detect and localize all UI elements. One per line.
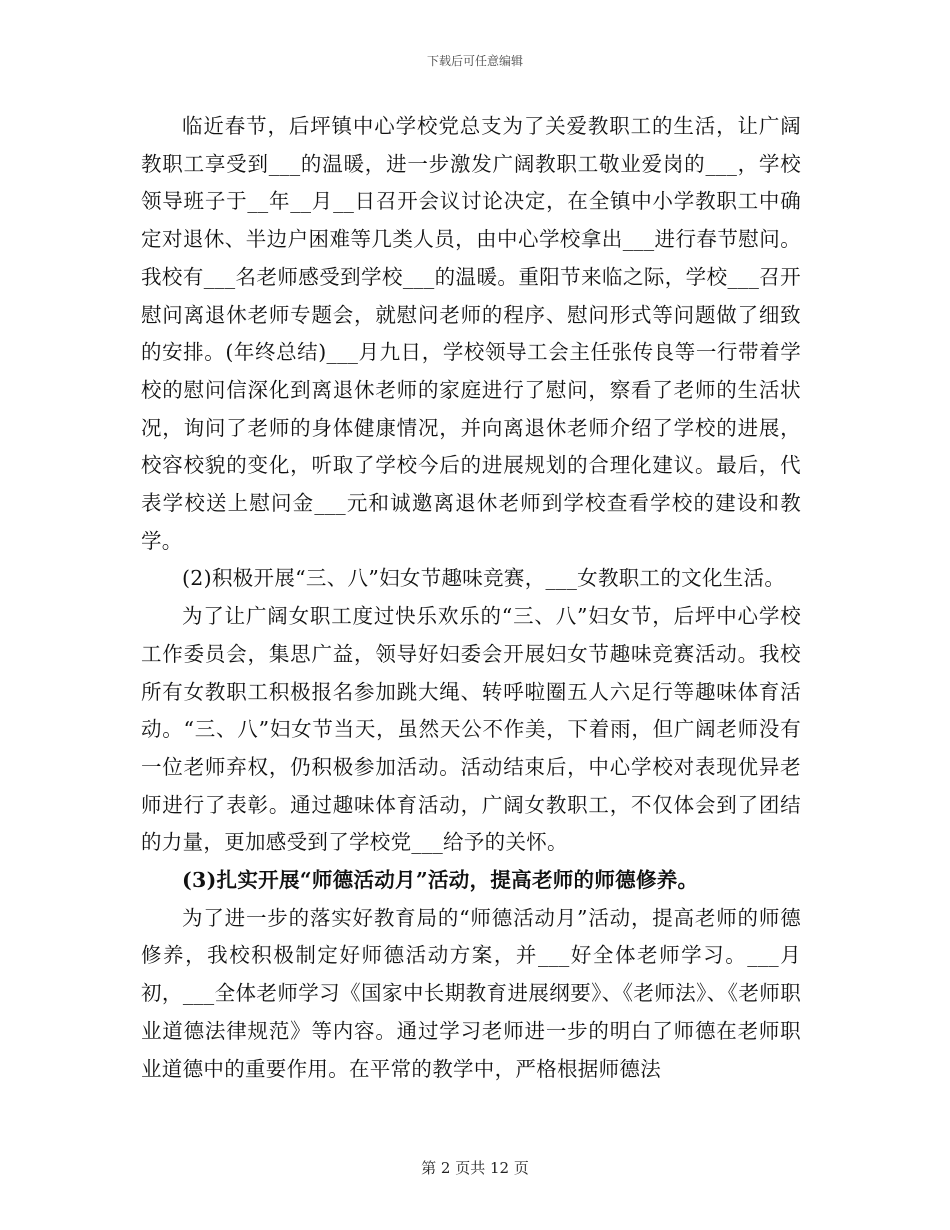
- document-body: [141, 108, 801, 1088]
- paragraph-ethics-month-study: 为了进一步的落实好教育局的“师德活动月”活动，提高老师的师德修养，我校积极制定好师德活动方案，并___好全体老师学习。___月初，___全体老师学习《国家中长期教育进展纲要》、《老师法》、《老师职业道德法律规范》等内容。通过学习老师进一步的明白了师德在老师职业道德中的重要作用。在平常的教学中，严格根据师德法: [141, 905, 801, 1081]
- page-header: 下载后可任意编辑: [426, 54, 523, 68]
- paragraph-womens-day-heading: (2)积极开展“三、八”妇女节趣味竞赛，___女教职工的文化生活。: [182, 566, 786, 591]
- page-number: 第 2 页共 12 页: [421, 1159, 529, 1177]
- paragraph-ethics-month-heading: (3)扎实开展“师德活动月”活动，提高老师的师德修养。: [182, 868, 699, 893]
- paragraph-spring-festival-visit: 临近春节，后坪镇中心学校党总支为了关爱教职工的生活，让广阔教职工享受到___的温暖，进一步激发广阔教职工敬业爱岗的___，学校领导班子于__年__月__日召开会议讨论决定，在全镇中小学教职工中确定对退休、半边户困难等几类人员，由中心学校拿出___进行春节慰问。我校有___名老师感受到学校___的温暖。重阳节来临之际，学校___召开慰问离退休老师专题会，就慰问老师的程序、慰问形式等问题做了细致的安排。(年终总结)___月九日，学校领导工会主任张传良等一行带着学校的慰问信深化到离退休老师的家庭进行了慰问，察看了老师的生活状况，询问了老师的身体健康情况，并向离退休老师介绍了学校的进展，校容校貌的变化，听取了学校今后的进展规划的合理化建议。最后，代表学校送上慰问金___元和诚邀离退休老师到学校查看学校的建设和教学。: [141, 114, 801, 553]
- paragraph-womens-day-activities: 为了让广阔女职工度过快乐欢乐的“三、八”妇女节，后坪中心学校工作委员会，集思广益，领导好妇委会开展妇女节趣味竞赛活动。我校所有女教职工积极报名参加跳大绳、转呼啦圈五人六足行等趣味体育活动。“三、八”妇女节当天，虽然天公不作美，下着雨，但广阔老师没有一位老师弃权，仍积极参加活动。活动结束后，中心学校对表现优异老师进行了表彰。通过趣味体育活动，广阔女教职工，不仅体会到了团结的力量，更加感受到了学校党___给予的关怀。: [141, 604, 801, 855]
